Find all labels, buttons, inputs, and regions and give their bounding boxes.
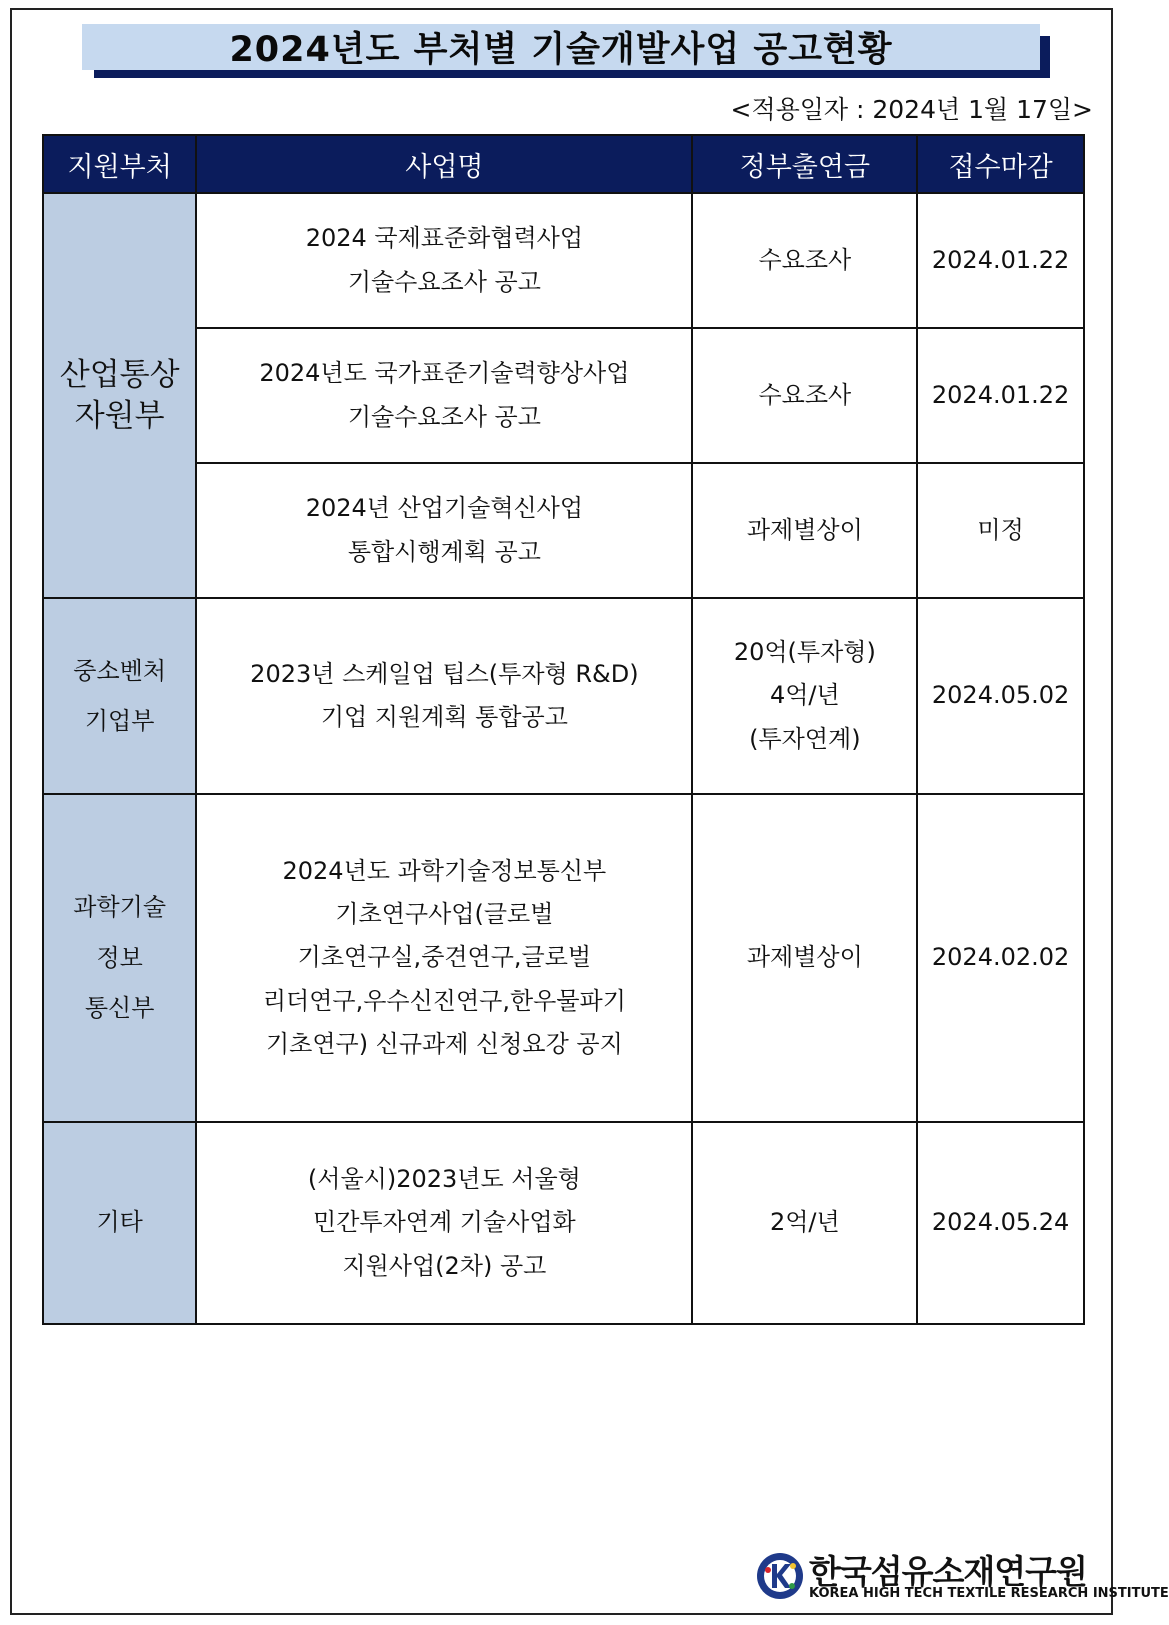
project-name-line: 지원사업(2차) 공고: [342, 1251, 547, 1280]
dept-cell: [43, 598, 196, 794]
applied-date: <적용일자 : 2024년 1월 17일>: [730, 95, 1093, 124]
notice-table: [42, 134, 1085, 1325]
dept-line: 산업통상: [59, 357, 180, 394]
project-name-line: 2024 국제표준화협력사업: [305, 224, 584, 253]
dept-cell: [43, 193, 196, 598]
funding-line: 20억(투자형): [733, 638, 876, 667]
dept-line: 중소벤처: [73, 656, 167, 685]
dept-line: 통신부: [84, 994, 155, 1023]
project-name-line: 기초연구사업(글로벌: [335, 900, 554, 929]
project-name-line: (서울시)2023년도 서울형: [307, 1165, 581, 1194]
emblem-dot-green: [789, 1583, 795, 1589]
funding-cell: [692, 1122, 917, 1324]
header-project-name: 사업명: [196, 135, 692, 193]
funding-cell: [692, 193, 917, 328]
table-row: [43, 463, 1084, 598]
funding-line: 과제별상이: [746, 515, 863, 544]
table-row: [43, 794, 1084, 1122]
project-name-line: 기초연구실,중견연구,글로벌: [297, 943, 592, 972]
page-title: 2024년도 부처별 기술개발사업 공고현황: [229, 30, 893, 70]
header-deadline: 접수마감: [917, 135, 1084, 193]
funding-line: 과제별상이: [746, 943, 863, 972]
project-name-line: 2024년도 국가표준기술력향상사업: [259, 359, 630, 388]
project-name-line: 2023년 스케일업 팁스(투자형 R&D): [250, 659, 639, 688]
funding-line: 수요조사: [758, 245, 852, 274]
funding-line: (투자연계): [749, 724, 861, 753]
deadline-cell: 2024.05.24: [917, 1122, 1084, 1324]
project-name-cell: [196, 193, 692, 328]
dept-line: 자원부: [74, 397, 165, 434]
dept-cell: [43, 794, 196, 1122]
project-name-line: 통합시행계획 공고: [347, 537, 541, 566]
deadline-cell: 미정: [917, 463, 1084, 598]
project-name-line: 리더연구,우수신진연구,한우물파기: [262, 986, 626, 1015]
table-row: [43, 598, 1084, 794]
institute-name-en: KOREA HIGH TECH TEXTILE RESEARCH INSTITUTE: [809, 1586, 1169, 1601]
project-name-line: 기술수요조사 공고: [347, 267, 541, 296]
header-dept: 지원부처: [43, 135, 196, 193]
funding-line: 2억/년: [769, 1208, 840, 1237]
institute-logo: [755, 1548, 1169, 1606]
table-row: [43, 193, 1084, 328]
project-name-line: 기업 지원계획 통합공고: [320, 703, 568, 731]
emblem-dot-red: [765, 1567, 771, 1573]
deadline-cell: 2024.01.22: [917, 193, 1084, 328]
funding-line: 수요조사: [758, 380, 852, 409]
funding-cell: [692, 598, 917, 794]
project-name-line: 기술수요조사 공고: [347, 402, 541, 431]
dept-line: 기업부: [84, 707, 155, 735]
funding-cell: [692, 794, 917, 1122]
dept-line: 과학기술: [73, 893, 167, 922]
funding-cell: [692, 463, 917, 598]
project-name-line: 민간투자연계 기술사업화: [313, 1208, 576, 1237]
project-name-cell: [196, 598, 692, 794]
dept-line: 정보: [96, 943, 143, 972]
table-row: [43, 328, 1084, 463]
dept-cell: [43, 1122, 196, 1324]
funding-line: 4억/년: [769, 681, 840, 710]
project-name-cell: [196, 794, 692, 1122]
table-header-row: [43, 135, 1084, 193]
institute-emblem-icon: [755, 1548, 805, 1604]
project-name-cell: [196, 328, 692, 463]
funding-cell: [692, 328, 917, 463]
table-row: [43, 1122, 1084, 1324]
project-name-cell: [196, 463, 692, 598]
deadline-cell: 2024.02.02: [917, 794, 1084, 1122]
project-name-line: 2024년도 과학기술정보통신부: [282, 857, 607, 886]
dept-line: 기타: [96, 1208, 143, 1237]
institute-name-ko: 한국섬유소재연구원: [809, 1552, 1087, 1591]
title-banner: [82, 24, 1040, 70]
project-name-line: 2024년 산업기술혁신사업: [305, 494, 584, 523]
deadline-cell: 2024.01.22: [917, 328, 1084, 463]
project-name-line: 기초연구) 신규과제 신청요강 공지: [265, 1029, 623, 1058]
project-name-cell: [196, 1122, 692, 1324]
header-funding: 정부출연금: [692, 135, 917, 193]
deadline-cell: 2024.05.02: [917, 598, 1084, 794]
emblem-dot-yellow: [790, 1563, 796, 1569]
